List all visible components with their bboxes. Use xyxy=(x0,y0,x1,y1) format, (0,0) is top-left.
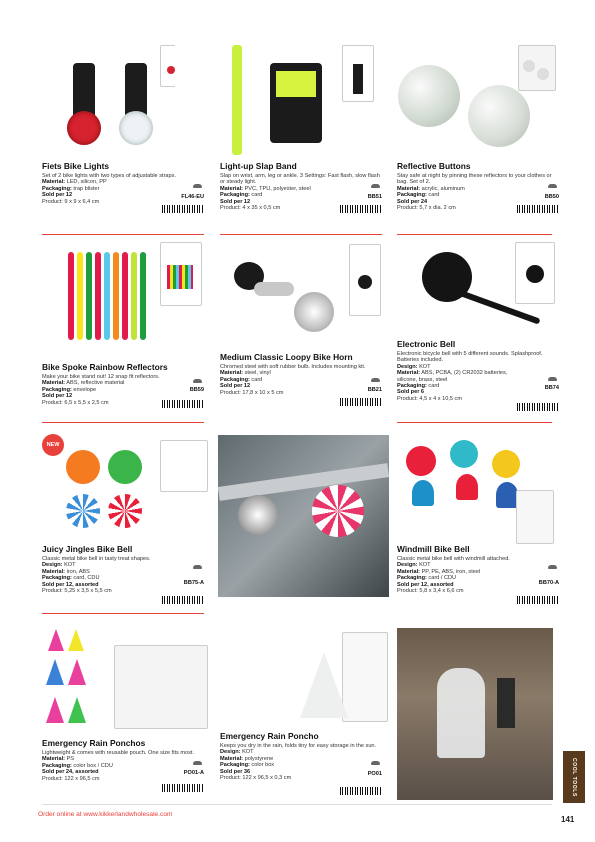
cloud-icon xyxy=(193,761,202,765)
spec-material: Material: PVC, TPU, polyester, steel xyxy=(220,185,311,192)
product-title: Juicy Jingles Bike Bell xyxy=(42,544,133,554)
product-title: Light-up Slap Band xyxy=(220,161,297,171)
spec-material: Material: PS xyxy=(42,756,75,763)
cloud-icon xyxy=(193,565,202,569)
spec-sold-per: Sold per 12 xyxy=(42,192,73,199)
barcode xyxy=(340,398,382,406)
page-number: 141 xyxy=(561,815,575,824)
product-sku: PO01 xyxy=(367,771,382,777)
product-description: Classic metal bike bell with windmill attached. xyxy=(397,556,510,562)
spec-packaging: Packaging: envelope xyxy=(42,386,97,393)
product-title: Emergency Rain Ponchos xyxy=(42,738,146,748)
product-description: Slap on wrist, arm, leg or ankle. 3 Settings: Fast flash, slow flash or steady light. xyxy=(220,173,380,186)
spec-design: Design: KOT xyxy=(42,562,76,569)
product-title: Electronic Bell xyxy=(397,339,456,349)
cloud-icon xyxy=(371,184,380,188)
product-rain-ponchos xyxy=(42,738,204,782)
product-sku: BB51 xyxy=(367,194,382,200)
product-description: Stay safe at night by pinning these reflectors to your clothes or bag. Set of 2. xyxy=(397,173,552,186)
cloud-icon xyxy=(548,565,557,569)
divider xyxy=(220,234,382,235)
cloud-icon xyxy=(548,184,557,188)
spec-product-size: Product: 5,7 x dia. 2 cm xyxy=(397,205,456,212)
spec-material: Material: PP, PE, ABS, iron, steel xyxy=(397,568,481,575)
product-sku: BB21 xyxy=(367,387,382,393)
cloud-icon xyxy=(371,378,380,382)
product-title: Medium Classic Loopy Bike Horn xyxy=(220,352,353,362)
product-description: Lightweight & comes with reusable pouch. One size fits most. xyxy=(42,750,195,756)
product-title: Windmill Bike Bell xyxy=(397,544,470,554)
product-slap-band xyxy=(220,161,382,211)
spec-product-size: Product: 9 x 9 x 6,4 cm xyxy=(42,198,100,205)
spec-design: Design: KOT xyxy=(397,363,431,370)
new-badge: NEW xyxy=(42,434,64,456)
electronic-bell-photo xyxy=(400,242,560,332)
product-description: Electronic bicycle bell with 5 different sounds. Splashproof. Batteries included. xyxy=(397,351,543,364)
divider xyxy=(42,613,204,614)
footer-link[interactable]: Order online at www.kikkerlandwholesale.com xyxy=(38,811,173,818)
spec-packaging: Packaging: card xyxy=(397,192,440,199)
spec-sold-per: Sold per 12, assorted xyxy=(42,581,99,588)
spec-design: Design: KOT xyxy=(397,562,431,569)
spec-material: Material: acrylic, aluminum xyxy=(397,185,465,192)
reflective-buttons-photo xyxy=(398,45,558,157)
product-sku: BB70-A xyxy=(538,580,559,586)
product-sku: FL46-EU xyxy=(181,194,204,200)
barcode xyxy=(340,787,382,795)
product-title: Emergency Rain Poncho xyxy=(220,731,319,741)
spec-sold-per: Sold per 12 xyxy=(220,383,251,390)
spec-material: Material: steel, vinyl xyxy=(220,370,271,377)
product-spoke-reflectors xyxy=(42,362,204,406)
bike-lights-photo xyxy=(55,45,175,157)
barcode xyxy=(517,403,559,411)
spec-packaging: Packaging: card xyxy=(220,376,263,383)
spec-product-size: Product: 17,8 x 10 x 5 cm xyxy=(220,389,284,396)
spec-material: Material: ABS, reflective material xyxy=(42,380,125,387)
spec-packaging: Packaging: trap blister xyxy=(42,185,100,192)
spec-sold-per: Sold per 36 xyxy=(220,768,251,775)
product-sku: BB75-A xyxy=(183,580,204,586)
slap-band-photo xyxy=(222,45,382,157)
bike-bell-lifestyle-photo xyxy=(218,435,389,597)
spec-product-size: Product: 5,25 x 3,5 x 5,5 cm xyxy=(42,588,112,595)
cloud-icon xyxy=(193,379,202,383)
barcode xyxy=(162,596,204,604)
spec-packaging: Packaging: color box xyxy=(220,762,275,769)
spec-sold-per: Sold per 12 xyxy=(42,393,73,400)
section-tab: COOL TOOLS xyxy=(563,751,585,803)
spec-packaging: Packaging: card, CDU xyxy=(42,575,100,582)
spec-product-size: Product: 6,5 x 5,5 x 2,5 cm xyxy=(42,399,109,406)
spec-packaging: Packaging: card xyxy=(220,192,263,199)
barcode xyxy=(162,400,204,408)
cloud-icon xyxy=(193,184,202,188)
rain-ponchos-photo xyxy=(42,625,212,735)
spec-product-size: Product: 4,5 x 4 x 10,5 cm xyxy=(397,395,463,402)
product-sku: BB50 xyxy=(544,194,559,200)
cloud-icon xyxy=(548,377,557,381)
spec-sold-per: Sold per 12, assorted xyxy=(397,581,454,588)
product-fiets-bike-lights xyxy=(42,161,204,205)
product-reflective-buttons xyxy=(397,161,559,211)
product-sku: PO01-A xyxy=(183,770,204,776)
spec-material: Material: iron, ABS xyxy=(42,568,90,575)
loopy-horn-photo xyxy=(224,242,384,350)
footer-divider xyxy=(42,804,552,805)
spec-packaging: Packaging: color box / CDU xyxy=(42,762,113,769)
spec-product-size: Product: 4 x 35 x 0,5 cm xyxy=(220,205,281,212)
product-title: Fiets Bike Lights xyxy=(42,161,110,171)
divider xyxy=(397,422,552,423)
barcode xyxy=(517,596,559,604)
spec-packaging: Packaging: card xyxy=(397,383,440,390)
cloud-icon xyxy=(371,761,380,765)
product-juicy-jingles xyxy=(42,544,204,594)
product-sku: BB74 xyxy=(544,385,559,391)
product-description: Keeps you dry in the rain, folds tiny for easy storage in the sun. xyxy=(220,743,377,749)
product-title: Bike Spoke Rainbow Reflectors xyxy=(42,362,168,372)
spec-product-size: Product: 5,8 x 3,4 x 6,6 cm xyxy=(397,588,464,595)
barcode xyxy=(162,784,204,792)
rain-poncho-photo xyxy=(300,632,390,724)
spoke-reflectors-photo xyxy=(60,242,210,352)
product-windmill-bell xyxy=(397,544,559,594)
product-sku: BB59 xyxy=(189,387,204,393)
barcode xyxy=(517,205,559,213)
product-description: Classic metal bike bell in tasty treat shapes. xyxy=(42,556,151,562)
product-rain-poncho xyxy=(220,731,382,781)
spec-design: Design: KOT xyxy=(220,749,254,756)
spec-sold-per: Sold per 24, assorted xyxy=(42,769,99,776)
spec-material: Material: ABS, PCBA, (2) CR2032 batteries, silicone, brass, steel xyxy=(397,370,508,383)
juicy-jingles-photo xyxy=(42,430,212,542)
spec-material: Material: polystyrene xyxy=(220,755,274,762)
product-description: Set of 2 bike lights with two types of adjustable straps. xyxy=(42,173,177,179)
product-loopy-horn xyxy=(220,352,382,396)
product-description: Chromed steel with soft rubber bulb. Includes mounting kit. xyxy=(220,364,366,370)
divider xyxy=(397,234,552,235)
divider xyxy=(42,234,204,235)
barcode xyxy=(162,205,204,213)
spec-packaging: Packaging: card / CDU xyxy=(397,575,457,582)
spec-sold-per: Sold per 12 xyxy=(220,198,251,205)
divider xyxy=(42,422,204,423)
spec-sold-per: Sold per 6 xyxy=(397,389,425,396)
spec-product-size: Product: 122 x 96,5 x 0,3 cm xyxy=(220,775,292,782)
product-electronic-bell xyxy=(397,339,559,402)
spec-material: Material: LED, silicon, PP xyxy=(42,179,107,186)
product-title: Reflective Buttons xyxy=(397,161,471,171)
spec-sold-per: Sold per 24 xyxy=(397,198,428,205)
windmill-bell-photo xyxy=(398,436,554,546)
barcode xyxy=(340,205,382,213)
poncho-street-photo xyxy=(397,628,553,800)
spec-product-size: Product: 122 x 96,5 cm xyxy=(42,775,100,782)
product-description: Make your bike stand out! 12 snap fit reflectors. xyxy=(42,374,160,380)
